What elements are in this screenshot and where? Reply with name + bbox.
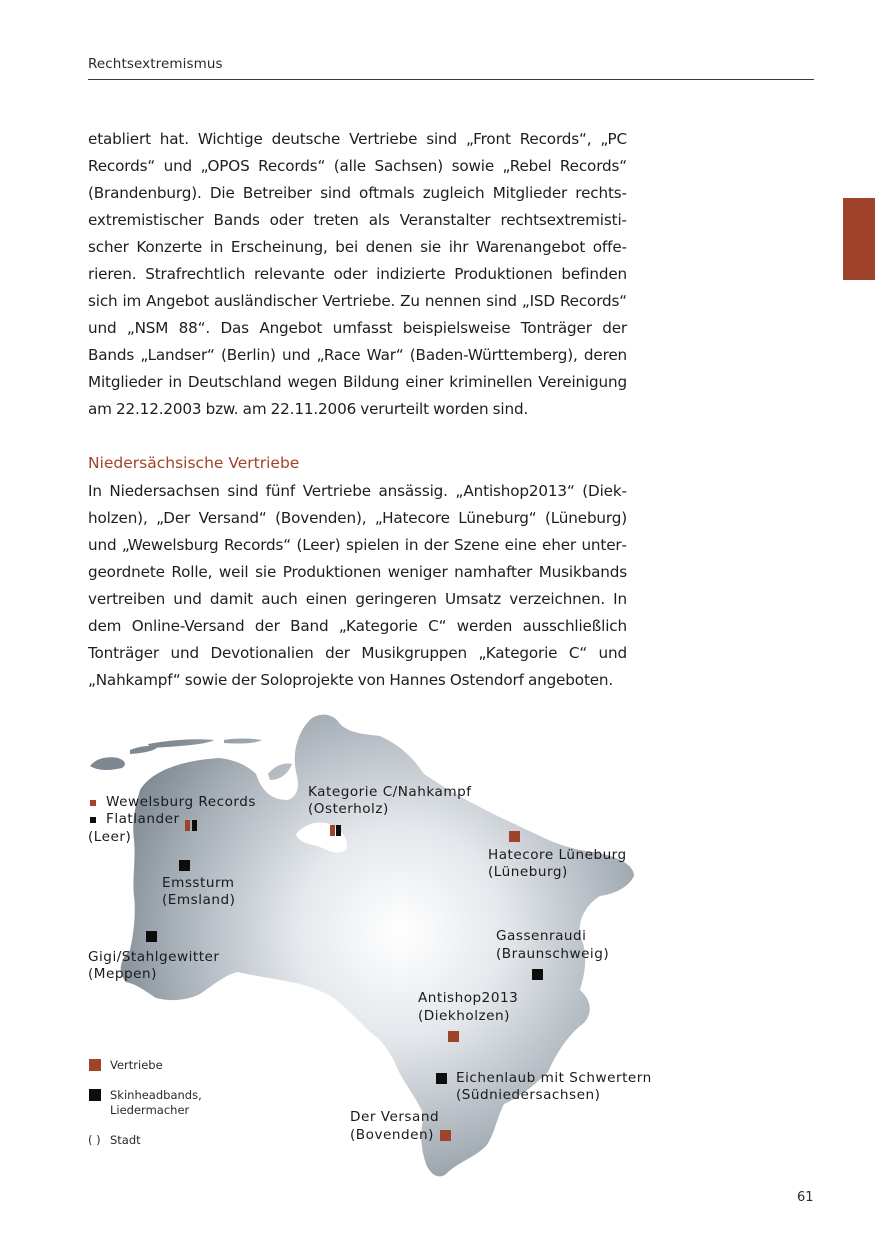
- running-header: Rechtsextremismus: [88, 56, 223, 72]
- label-bovenden: (Bovenden): [350, 1127, 434, 1143]
- label-suedniedersachsen: (Südniedersachsen): [456, 1087, 601, 1103]
- marker-vertrieb-leer: [185, 820, 190, 831]
- label-kategorie-c-nahkampf: Kategorie C/Nahkampf: [308, 784, 472, 800]
- label-flatlander: Flatlander: [106, 811, 180, 827]
- label-gigi-stahlgewitter: Gigi/Stahlgewitter: [88, 949, 220, 965]
- body-paragraph-2: In Niedersachsen sind fünf Vertriebe ansässig. „Antishop2013“ (Diekholzen), „Der Versand“ (Bovenden), „Hatecore Lüneburg“ (Lüneburg) und „Wewelsburg Records“ (Leer) spielen in der Szene eine eher untergeordnete Rolle, weil sie Produktionen weniger namhafter Musikbands vertreiben und damit auch einen geringeren Umsatz verzeichnen. In dem Online-Versand der Band „Kategorie C“ werden ausschließlich Tonträger und Devotionalien der Musikgruppen „Kategorie C“ und „Nahkampf“ sowie der Soloprojekte von Hannes Ostendorf angeboten.: [88, 482, 627, 689]
- chapter-tab: [843, 198, 875, 280]
- label-emsland: (Emsland): [162, 892, 236, 908]
- inline-square-red: [90, 800, 96, 806]
- marker-band-suedniedersachsen: [436, 1073, 447, 1084]
- marker-band-meppen: [146, 931, 157, 942]
- label-emssturm: Emssturm: [162, 875, 235, 891]
- label-diekholzen: (Diekholzen): [418, 1008, 510, 1024]
- label-antishop2013: Antishop2013: [418, 990, 519, 1006]
- island-shape: [224, 739, 262, 744]
- legend-label-vertriebe: Vertriebe: [110, 1058, 163, 1072]
- label-eichenlaub-mit-schwertern: Eichenlaub mit Schwertern: [456, 1070, 652, 1086]
- label-hatecore-lueneburg: Hatecore Lüneburg: [488, 847, 627, 863]
- marker-vertrieb-bovenden: [440, 1130, 451, 1141]
- marker-band-emsland: [179, 860, 190, 871]
- island-shape: [268, 763, 292, 780]
- legend-symbol-stadt: ( ): [88, 1133, 101, 1147]
- label-lueneburg: (Lüneburg): [488, 864, 568, 880]
- island-shape: [148, 739, 214, 748]
- inline-square-black: [90, 817, 96, 823]
- label-gassenraudi: Gassenraudi: [496, 928, 587, 944]
- page-number: 61: [797, 1190, 814, 1205]
- header-divider: [88, 79, 814, 80]
- island-shape: [90, 757, 125, 770]
- legend-label-liedermacher: Liedermacher: [110, 1103, 190, 1117]
- legend-label-skinheadbands: Skinheadbands,: [110, 1088, 202, 1102]
- legend-swatch-skinheadbands: [89, 1089, 101, 1101]
- section-heading: Niedersächsische Vertriebe: [88, 454, 300, 472]
- legend-swatch-vertriebe: [89, 1059, 101, 1071]
- label-der-versand: Der Versand: [350, 1109, 440, 1125]
- marker-vertrieb-osterholz: [330, 825, 335, 836]
- marker-band-osterholz: [336, 825, 341, 836]
- body-paragraph-1: etabliert hat. Wichtige deutsche Vertriebe sind „Front Records“, „PC Records“ und „OPOS Records“ (alle Sachsen) sowie „Rebel Records“ (Brandenburg). Die Betreiber sind oftmals zugleich Mitglieder rechtsextremistischer Bands oder treten als Veranstalter rechtsextremistischer Konzerte in Erscheinung, bei denen sie ihr Warenangebot offerieren. Strafrechtlich relevante oder indizierte Produktionen befinden sich im Angebot ausländischer Vertriebe. Zu nennen sind „ISD Records“ und „NSM 88“. Das Angebot umfasst beispielsweise Tonträger der Bands „Landser“ (Berlin) und „Race War“ (Baden-Württemberg), deren Mitglieder in Deutschland wegen Bildung einer kriminellen Vereinigung am 22.12.2003 bzw. am 22.11.2006 verurteilt worden sind.: [88, 130, 627, 418]
- label-osterholz: (Osterholz): [308, 801, 389, 817]
- label-leer: (Leer): [88, 829, 132, 845]
- legend-label-stadt: Stadt: [110, 1133, 141, 1147]
- marker-vertrieb-diekholzen: [448, 1031, 459, 1042]
- label-wewelsburg-records: Wewelsburg Records: [106, 794, 256, 810]
- label-braunschweig: (Braunschweig): [496, 946, 610, 962]
- marker-vertrieb-lueneburg: [509, 831, 520, 842]
- label-meppen: (Meppen): [88, 966, 157, 982]
- marker-band-leer: [192, 820, 197, 831]
- marker-band-braunschweig: [532, 969, 543, 980]
